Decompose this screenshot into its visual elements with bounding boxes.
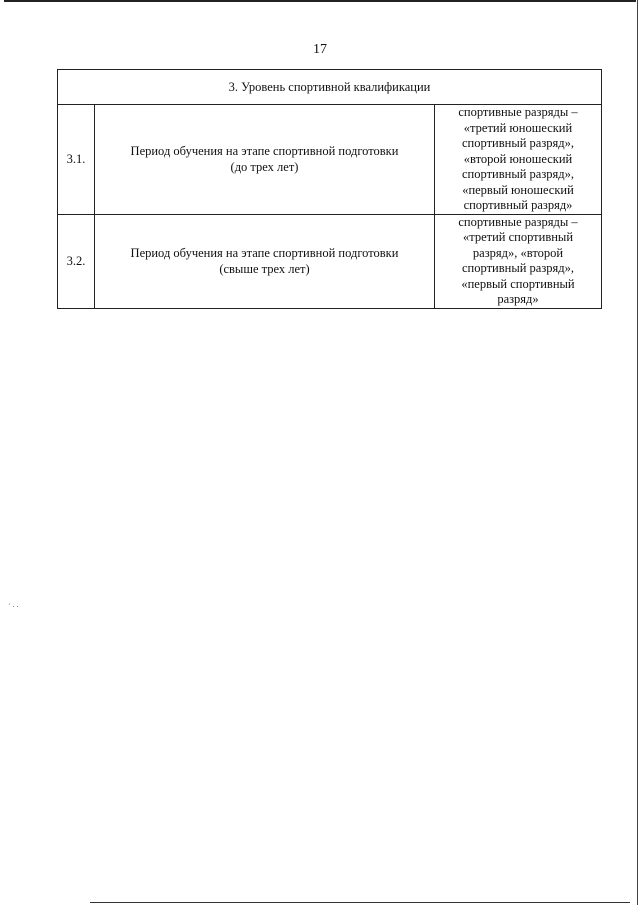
ranks-line: спортивный разряд», bbox=[462, 136, 574, 150]
period-duration: (до трех лет) bbox=[230, 160, 299, 175]
ranks-line: «первый спортивный bbox=[461, 276, 575, 291]
scan-edge-top bbox=[4, 0, 636, 2]
scan-edge-right bbox=[637, 0, 638, 905]
page-number: 17 bbox=[313, 42, 327, 57]
ranks-line: разряд», «второй bbox=[472, 245, 564, 260]
ranks-line: разряд» bbox=[497, 292, 539, 306]
ranks-cell bbox=[435, 105, 602, 215]
section-heading: 3. Уровень спортивной квалификации bbox=[58, 70, 602, 105]
ranks-line: спортивные разряды – bbox=[458, 105, 578, 119]
ranks-line: спортивный разряд», bbox=[462, 167, 574, 181]
period-text: Период обучения на этапе спортивной подготовки bbox=[130, 246, 399, 260]
table-row bbox=[58, 214, 602, 308]
ranks-line: «третий юношеский bbox=[463, 120, 573, 135]
ranks-line: «третий спортивный bbox=[462, 230, 574, 244]
qualification-table bbox=[57, 69, 602, 309]
row-number: 3.1. bbox=[58, 105, 95, 215]
period-text: Период обучения на этапе спортивной подготовки bbox=[130, 144, 399, 159]
ranks-line: «второй юношеский bbox=[463, 151, 573, 166]
table-header-row bbox=[58, 70, 602, 105]
ranks-line: «первый юношеский bbox=[462, 182, 574, 197]
period-cell bbox=[95, 105, 435, 215]
ranks-line: спортивный разряд», bbox=[462, 261, 574, 275]
ranks-line: спортивные разряды – bbox=[458, 214, 578, 229]
period-cell bbox=[95, 214, 435, 308]
ranks-cell bbox=[435, 214, 602, 308]
table-row bbox=[58, 105, 602, 215]
margin-marks: · . . bbox=[8, 600, 19, 609]
period-duration: (свыше трех лет) bbox=[219, 262, 310, 276]
row-number: 3.2. bbox=[58, 214, 95, 308]
ranks-line: спортивный разряд» bbox=[463, 198, 573, 212]
scan-edge-bottom bbox=[90, 902, 630, 903]
